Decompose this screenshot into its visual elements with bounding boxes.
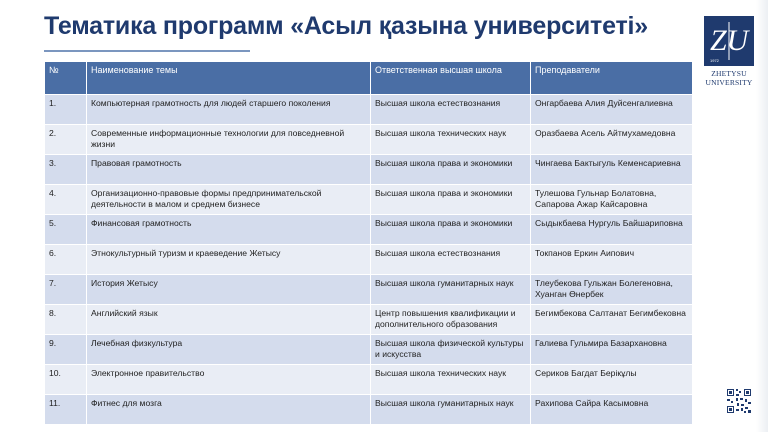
- row-number: 6.: [45, 245, 87, 275]
- logo-name: ZHETYSU: [711, 69, 747, 78]
- row-school: Высшая школа права и экономики: [371, 215, 531, 245]
- table-row: [45, 95, 693, 125]
- title-underline: [44, 50, 250, 52]
- row-teachers: Бегимбекова Салтанат Бегимбековна: [531, 305, 693, 335]
- row-topic: Компьютерная грамотность для людей старшего поколения: [87, 95, 371, 125]
- header-school: Ответственная высшая школа: [371, 62, 531, 95]
- row-number: 4.: [45, 185, 87, 215]
- row-school: Центр повышения квалификации и дополнительного образования: [371, 305, 531, 335]
- table-row: [45, 395, 693, 425]
- table-row: [45, 245, 693, 275]
- row-topic: Современные информационные технологии для повседневной жизни: [87, 125, 371, 155]
- row-teachers: Тлеубекова Гульжан Болегеновна, Хуанган Өнербек: [531, 275, 693, 305]
- table-row: [45, 185, 693, 215]
- row-school: Высшая школа физической культуры и искусства: [371, 335, 531, 365]
- row-teachers: Оразбаева Асель Айтмухамедовна: [531, 125, 693, 155]
- row-topic: Правовая грамотность: [87, 155, 371, 185]
- row-teachers: Галиева Гульмира Базархановна: [531, 335, 693, 365]
- row-teachers: Тулешова Гульнар Болатовна, Сапарова Ажар Кайсаровна: [531, 185, 693, 215]
- qr-code-icon: [726, 388, 752, 414]
- row-topic: История Жетысу: [87, 275, 371, 305]
- row-topic: Электронное правительство: [87, 365, 371, 395]
- header-teachers: Преподаватели: [531, 62, 693, 95]
- row-topic: Фитнес для мозга: [87, 395, 371, 425]
- row-school: Высшая школа права и экономики: [371, 155, 531, 185]
- logo-letters: ZU: [710, 24, 749, 57]
- row-topic: Организационно-правовые формы предпринимательской деятельности в малом и среднем бизнесе: [87, 185, 371, 215]
- row-topic: Финансовая грамотность: [87, 215, 371, 245]
- row-school: Высшая школа гуманитарных наук: [371, 395, 531, 425]
- slide-title: Тематика программ «Асыл қазына университеті»: [44, 12, 648, 40]
- header-number: №: [45, 62, 87, 95]
- row-number: 10.: [45, 365, 87, 395]
- row-teachers: Токпанов Еркин Аипович: [531, 245, 693, 275]
- row-number: 1.: [45, 95, 87, 125]
- table-row: [45, 365, 693, 395]
- row-number: 7.: [45, 275, 87, 305]
- table-row: [45, 215, 693, 245]
- row-teachers: Рахипова Сайра Касымовна: [531, 395, 693, 425]
- table-header-row: [45, 62, 693, 95]
- row-topic: Английский язык: [87, 305, 371, 335]
- row-number: 2.: [45, 125, 87, 155]
- table-row: [45, 125, 693, 155]
- logo-year: 1972: [710, 58, 719, 63]
- row-teachers: Сыдыкбаева Нургуль Байшариповна: [531, 215, 693, 245]
- row-teachers: Онгарбаева Алия Дуйсенгалиевна: [531, 95, 693, 125]
- row-number: 11.: [45, 395, 87, 425]
- row-number: 5.: [45, 215, 87, 245]
- page-edge-shade: [756, 0, 768, 432]
- topics-table: [44, 61, 693, 425]
- row-school: Высшая школа естествознания: [371, 95, 531, 125]
- university-logo: [703, 16, 755, 94]
- table-row: [45, 305, 693, 335]
- table-row: [45, 335, 693, 365]
- row-number: 9.: [45, 335, 87, 365]
- row-teachers: Сериков Багдат Берікұлы: [531, 365, 693, 395]
- row-number: 3.: [45, 155, 87, 185]
- row-topic: Лечебная физкультура: [87, 335, 371, 365]
- zu-monogram-icon: [704, 16, 754, 66]
- table-row: [45, 275, 693, 305]
- row-school: Высшая школа технических наук: [371, 125, 531, 155]
- row-number: 8.: [45, 305, 87, 335]
- row-school: Высшая школа естествознания: [371, 245, 531, 275]
- logo-subtitle: UNIVERSITY: [705, 78, 753, 87]
- row-school: Высшая школа права и экономики: [371, 185, 531, 215]
- row-school: Высшая школа технических наук: [371, 365, 531, 395]
- header-topic: Наименование темы: [87, 62, 371, 95]
- row-school: Высшая школа гуманитарных наук: [371, 275, 531, 305]
- logo-mark: [704, 16, 754, 66]
- row-topic: Этнокультурный туризм и краеведение Жетысу: [87, 245, 371, 275]
- row-teachers: Чингаева Бактыгуль Кеменсариевна: [531, 155, 693, 185]
- table-row: [45, 155, 693, 185]
